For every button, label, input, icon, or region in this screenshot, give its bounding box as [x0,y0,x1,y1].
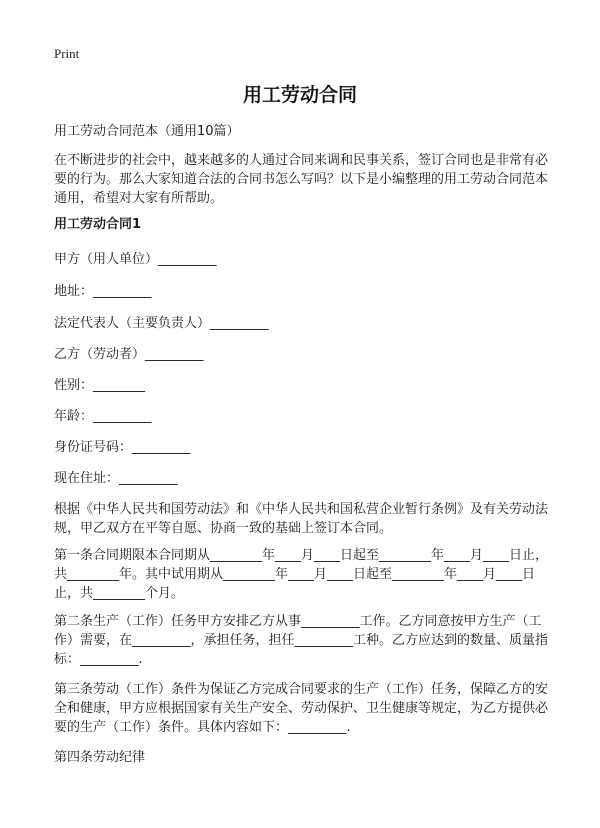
print-label: Print [54,46,80,61]
field-party-b: 乙方（劳动者）_________ [54,347,204,362]
article-4-heading: 第四条劳动纪律 [54,750,146,765]
field-gender: 性别：________ [54,378,146,393]
document-title: 用工劳动合同 [242,84,357,106]
document-subtitle: 用工劳动合同范本（通用10篇） [54,124,240,139]
article-1-term: 第一条合同期限本合同期从________年____月____日起至________年____月____日止，共________年。其中试用期从________年____月____日起至________年____月____日止，共________个月。 [54,548,549,601]
field-party-a: 甲方（用人单位）_________ [54,252,217,267]
article-3-conditions: 第三条劳动（工作）条件为保证乙方完成合同要求的生产（工作）任务，保障乙方的安全和健康，甲方应根据国家有关生产安全、劳动保护、卫生健康等规定，为乙方提供必要的生产（工作）条件。具体内容如下：_________. [54,682,549,735]
section-heading: 用工劳动合同1 [54,217,142,232]
field-age: 年龄：_________ [54,409,152,424]
field-legal-rep: 法定代表人（主要负责人）_________ [54,316,269,331]
field-current-address: 现在住址：_________ [54,471,178,486]
intro-paragraph: 在不断进步的社会中，越来越多的人通过合同来调和民事关系，签订合同也是非常有必要的行为。那么大家知道合法的合同书怎么写吗？以下是小编整理的用工劳动合同范本通用，希望对大家有所帮助。 [54,153,549,206]
field-address: 地址：_________ [54,284,152,299]
field-id-number: 身份证号码：_________ [54,440,191,455]
article-2-tasks: 第二条生产（工作）任务甲方安排乙方从事_________工作。乙方同意按甲方生产（工作）需要，在_________，承担任务，担任_________工种。乙方应达到的数量、质量指标：_________. [54,614,549,667]
basis-paragraph: 根据《中华人民共和国劳动法》和《中华人民共和国私营企业暂行条例》及有关劳动法规，甲乙双方在平等自愿、协商一致的基础上签订本合同。 [54,502,549,536]
